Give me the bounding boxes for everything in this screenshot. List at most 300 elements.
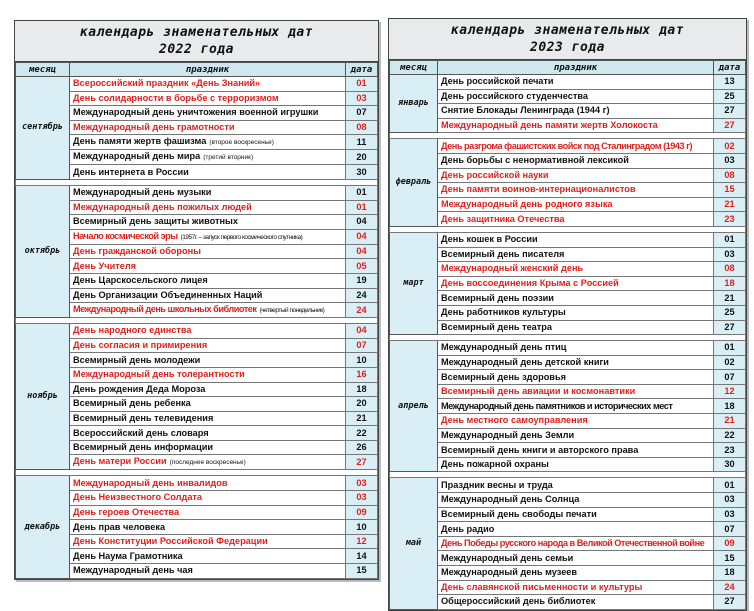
holiday-note: (последнее воскресенье): [169, 459, 246, 467]
holiday-row: [16, 440, 378, 455]
holiday-row: [390, 104, 746, 119]
holiday-name: [438, 291, 714, 306]
holiday-row: [16, 135, 378, 150]
holiday-date: 10: [346, 353, 378, 368]
holiday-row: [16, 215, 378, 230]
title-line2: 2023 года: [530, 40, 605, 55]
holiday-row: [390, 566, 746, 581]
holiday-name: [438, 232, 714, 247]
holiday-name: [438, 212, 714, 227]
holiday-date: 18: [714, 276, 746, 291]
holiday-name: [438, 341, 714, 356]
holiday-row: [16, 273, 378, 288]
holiday-row: [16, 397, 378, 412]
holiday-title: Всемирный день защиты животных: [73, 216, 239, 227]
holiday-date: 26: [346, 440, 378, 455]
holiday-row: [16, 165, 378, 180]
holiday-name: [70, 353, 346, 368]
holiday-title: Всемирный день писателя: [441, 248, 565, 259]
holiday-row: [390, 291, 746, 306]
holiday-title: День Учителя: [73, 260, 137, 271]
holiday-row: [390, 262, 746, 277]
holiday-title: День работников культуры: [441, 307, 566, 318]
holiday-title: Международный день чая: [73, 565, 193, 576]
holiday-title: Международный женский день: [441, 263, 584, 274]
holiday-row: [390, 232, 746, 247]
holiday-title: Начало космической эры: [73, 230, 178, 241]
holiday-title: День российского студенчества: [441, 90, 588, 101]
holiday-note: (третий вторник): [203, 154, 254, 162]
holiday-title: День российской науки: [441, 169, 549, 180]
holiday-title: Всемирный день свободы печати: [441, 508, 597, 519]
holiday-date: 22: [346, 426, 378, 441]
holiday-title: Всемирный день молодежи: [73, 354, 201, 365]
holiday-name: [438, 507, 714, 522]
holiday-row: [390, 595, 746, 610]
holiday-row: [390, 197, 746, 212]
holiday-row: [16, 491, 378, 506]
holiday-name: [70, 324, 346, 339]
holiday-title: День кошек в России: [441, 234, 538, 245]
holiday-name: [438, 399, 714, 414]
holiday-row: [390, 247, 746, 262]
holiday-title: День радио: [441, 523, 495, 534]
holiday-row: [390, 153, 746, 168]
holiday-date: 16: [346, 367, 378, 382]
holiday-date: 18: [714, 399, 746, 414]
holiday-name: [70, 491, 346, 506]
holiday-date: 27: [346, 455, 378, 470]
holiday-date: 21: [346, 411, 378, 426]
holiday-name: [438, 414, 714, 429]
holiday-title: День славянской письменности и культуры: [441, 581, 643, 592]
header-date: дата: [714, 61, 746, 75]
holiday-name: [70, 215, 346, 230]
holiday-name: [70, 106, 346, 121]
holiday-title: День разгрома фашистских войск под Сталинградом (1943 г): [441, 140, 693, 151]
holiday-date: 08: [346, 120, 378, 135]
month-label: декабрь: [16, 476, 70, 578]
holiday-name: [438, 580, 714, 595]
holiday-name: [438, 428, 714, 443]
holiday-date: 03: [346, 476, 378, 491]
holiday-date: 15: [346, 564, 378, 579]
holiday-name: [438, 443, 714, 458]
holiday-name: [70, 120, 346, 135]
calendar-2022-panel: [14, 20, 379, 580]
holiday-row: [16, 455, 378, 470]
holiday-row: [16, 564, 378, 579]
holiday-date: 24: [346, 303, 378, 318]
holiday-title: День Наума Грамотника: [73, 550, 183, 561]
holiday-row: [16, 426, 378, 441]
holiday-row: [390, 89, 746, 104]
holiday-row: [390, 139, 746, 154]
holiday-title: Всемирный день книги и авторского права: [441, 444, 639, 455]
holiday-date: 03: [714, 493, 746, 508]
holiday-row: [390, 75, 746, 90]
holiday-title: День Неизвестного Солдата: [73, 492, 203, 503]
holiday-row: [390, 507, 746, 522]
holiday-row: [16, 476, 378, 491]
holiday-date: 01: [346, 77, 378, 92]
holiday-row: [390, 370, 746, 385]
holiday-row: [16, 229, 378, 244]
holiday-name: [70, 440, 346, 455]
holiday-date: 25: [714, 305, 746, 320]
holiday-title: Международный день Земли: [441, 429, 575, 440]
holiday-name: [70, 426, 346, 441]
header-month: месяц: [16, 63, 70, 77]
holiday-date: 01: [714, 478, 746, 493]
holiday-title: Всемирный день информации: [73, 442, 214, 453]
holiday-date: 07: [714, 522, 746, 537]
holiday-row: [16, 106, 378, 121]
holiday-note: (второе воскресенье): [209, 139, 274, 147]
holiday-name: [70, 244, 346, 259]
holiday-title: День памяти жертв фашизма: [73, 136, 207, 147]
holiday-title: Международный день детской книги: [441, 356, 609, 367]
calendar-2023-body: [390, 75, 746, 610]
holiday-date: 03: [714, 507, 746, 522]
holiday-date: 23: [714, 212, 746, 227]
holiday-title: Международный день памятников и исторических мест: [441, 400, 673, 411]
holiday-name: [70, 259, 346, 274]
holiday-row: [16, 259, 378, 274]
holiday-title: Всемирный день авиации и космонавтики: [441, 386, 636, 397]
holiday-title: Международный день толерантности: [73, 369, 245, 380]
holiday-row: [390, 320, 746, 335]
holiday-row: [16, 353, 378, 368]
holiday-name: [70, 534, 346, 549]
holiday-row: [390, 414, 746, 429]
holiday-row: [16, 288, 378, 303]
holiday-name: [70, 505, 346, 520]
holiday-name: [70, 411, 346, 426]
holiday-date: 27: [714, 104, 746, 119]
holiday-row: [390, 183, 746, 198]
holiday-date: 10: [346, 520, 378, 535]
holiday-note: (четвертый понедельник): [259, 307, 325, 315]
holiday-title: День прав человека: [73, 521, 166, 532]
header-holiday: праздник: [70, 63, 346, 77]
holiday-row: [390, 276, 746, 291]
holiday-name: [438, 262, 714, 277]
holiday-date: 23: [714, 443, 746, 458]
holiday-row: [16, 150, 378, 165]
holiday-title: Всемирный день поэзии: [441, 292, 554, 303]
holiday-date: 20: [346, 397, 378, 412]
holiday-title: Международный день семьи: [441, 552, 574, 563]
holiday-date: 27: [714, 320, 746, 335]
holiday-row: [16, 244, 378, 259]
holiday-title: День Конституции Российской Федерации: [73, 536, 268, 547]
holiday-row: [390, 355, 746, 370]
holiday-title: Всемирный день здоровья: [441, 371, 566, 382]
holiday-name: [70, 200, 346, 215]
holiday-name: [70, 273, 346, 288]
holiday-name: [438, 153, 714, 168]
holiday-row: [16, 338, 378, 353]
holiday-date: 09: [714, 536, 746, 551]
holiday-row: [390, 118, 746, 133]
holiday-title: День пожарной охраны: [441, 459, 549, 470]
holiday-row: [390, 384, 746, 399]
holiday-date: 07: [346, 106, 378, 121]
holiday-name: [438, 320, 714, 335]
holiday-row: [16, 324, 378, 339]
holiday-name: [438, 305, 714, 320]
holiday-date: 04: [346, 324, 378, 339]
holiday-row: [390, 443, 746, 458]
holiday-name: [438, 168, 714, 183]
holiday-date: 11: [346, 135, 378, 150]
holiday-name: [70, 150, 346, 165]
title-line1: календарь знаменательных дат: [79, 25, 314, 40]
holiday-date: 18: [346, 382, 378, 397]
holiday-title: Международный день памяти жертв Холокоста: [441, 120, 658, 131]
holiday-row: [16, 77, 378, 92]
holiday-row: [16, 549, 378, 564]
holiday-row: [16, 185, 378, 200]
holiday-name: [438, 276, 714, 291]
holiday-name: [70, 135, 346, 150]
holiday-title: День Организации Объединенных Наций: [73, 289, 263, 300]
holiday-title: День солидарности в борьбе с терроризмом: [73, 92, 279, 103]
calendar-2023-title: [389, 19, 746, 60]
holiday-row: [390, 551, 746, 566]
holiday-title: День народного единства: [73, 325, 192, 336]
holiday-row: [16, 120, 378, 135]
holiday-date: 13: [714, 75, 746, 90]
holiday-name: [438, 118, 714, 133]
holiday-title: Всемирный день театра: [441, 321, 553, 332]
holiday-name: [438, 478, 714, 493]
holiday-name: [70, 338, 346, 353]
holiday-name: [438, 457, 714, 472]
holiday-title: Международный день инвалидов: [73, 477, 228, 488]
holiday-name: [438, 89, 714, 104]
holiday-date: 24: [346, 288, 378, 303]
holiday-date: 01: [714, 232, 746, 247]
holiday-date: 08: [714, 168, 746, 183]
month-label: ноябрь: [16, 324, 70, 470]
holiday-date: 21: [714, 291, 746, 306]
holiday-name: [438, 566, 714, 581]
holiday-row: [16, 411, 378, 426]
holiday-row: [390, 478, 746, 493]
holiday-title: Международный день музеев: [441, 567, 578, 578]
holiday-title: День Победы русского народа в Великой Отечественной войне: [441, 538, 705, 549]
holiday-title: День памяти воинов-интернационалистов: [441, 184, 636, 195]
header-date: дата: [346, 63, 378, 77]
holiday-row: [16, 303, 378, 318]
holiday-title: Международный день пожилых людей: [73, 201, 252, 212]
holiday-row: [390, 428, 746, 443]
calendar-2023-panel: [388, 18, 747, 611]
holiday-name: [70, 185, 346, 200]
holiday-date: 22: [714, 428, 746, 443]
holiday-name: [438, 595, 714, 610]
holiday-name: [438, 355, 714, 370]
holiday-title: День согласия и примирения: [73, 340, 208, 351]
holiday-name: [438, 75, 714, 90]
calendar-2022-table: [15, 62, 378, 579]
holiday-date: 21: [714, 414, 746, 429]
title-line1: календарь знаменательных дат: [450, 23, 685, 38]
holiday-row: [16, 367, 378, 382]
holiday-name: [438, 247, 714, 262]
month-label: январь: [390, 75, 438, 133]
holiday-name: [438, 384, 714, 399]
header-holiday: праздник: [438, 61, 714, 75]
holiday-title: Всероссийский праздник «День Знаний»: [73, 78, 261, 89]
holiday-date: 03: [714, 247, 746, 262]
holiday-row: [390, 522, 746, 537]
holiday-name: [70, 476, 346, 491]
holiday-row: [16, 200, 378, 215]
holiday-row: [390, 399, 746, 414]
holiday-title: Международный день родного языка: [441, 199, 613, 210]
holiday-date: 15: [714, 183, 746, 198]
holiday-title: Всероссийский день словаря: [73, 427, 209, 438]
holiday-row: [16, 382, 378, 397]
holiday-title: День защитника Отечества: [441, 213, 565, 224]
holiday-name: [438, 522, 714, 537]
holiday-row: [390, 536, 746, 551]
holiday-date: 18: [714, 566, 746, 581]
holiday-name: [70, 229, 346, 244]
holiday-title: День интернета в России: [73, 166, 189, 177]
holiday-title: Общероссийский день библиотек: [441, 596, 596, 607]
holiday-date: 30: [714, 457, 746, 472]
holiday-name: [70, 165, 346, 180]
holiday-row: [390, 305, 746, 320]
holiday-name: [70, 367, 346, 382]
holiday-title: Международный день музыки: [73, 187, 212, 198]
holiday-title: День Царскосельского лицея: [73, 275, 208, 286]
holiday-date: 12: [346, 534, 378, 549]
holiday-title: День героев Отечества: [73, 506, 180, 517]
holiday-date: 03: [714, 153, 746, 168]
calendar-2023-table: [389, 60, 746, 610]
holiday-date: 01: [714, 341, 746, 356]
holiday-name: [438, 370, 714, 385]
holiday-title: Всемирный день ребенка: [73, 398, 191, 409]
holiday-date: 12: [714, 384, 746, 399]
holiday-name: [70, 520, 346, 535]
holiday-name: [70, 91, 346, 106]
holiday-date: 30: [346, 165, 378, 180]
holiday-name: [70, 382, 346, 397]
holiday-date: 14: [346, 549, 378, 564]
holiday-title: День гражданской обороны: [73, 246, 201, 257]
holiday-date: 02: [714, 139, 746, 154]
holiday-row: [390, 341, 746, 356]
holiday-row: [16, 91, 378, 106]
holiday-date: 03: [346, 91, 378, 106]
holiday-title: Международный день школьных библиотек: [73, 304, 257, 315]
month-label: февраль: [390, 139, 438, 227]
holiday-row: [390, 212, 746, 227]
holiday-title: Снятие Блокады Ленинграда (1944 г): [441, 105, 610, 116]
month-label: апрель: [390, 341, 438, 472]
header-month: месяц: [390, 61, 438, 75]
holiday-title: Всемирный день телевидения: [73, 412, 214, 423]
holiday-date: 24: [714, 580, 746, 595]
month-label: сентябрь: [16, 77, 70, 180]
holiday-name: [70, 288, 346, 303]
holiday-date: 02: [714, 355, 746, 370]
calendar-2022-title: [15, 21, 378, 62]
holiday-title: Международный день Солнца: [441, 494, 580, 505]
holiday-date: 04: [346, 229, 378, 244]
holiday-title: Международный день мира: [73, 151, 201, 162]
calendar-2022-body: [16, 77, 378, 579]
holiday-name: [70, 397, 346, 412]
month-label: май: [390, 478, 438, 609]
holiday-date: 27: [714, 118, 746, 133]
holiday-name: [70, 77, 346, 92]
holiday-date: 01: [346, 200, 378, 215]
holiday-title: День рождения Деда Мороза: [73, 383, 206, 394]
holiday-row: [390, 457, 746, 472]
holiday-name: [70, 455, 346, 470]
holiday-name: [438, 139, 714, 154]
holiday-row: [390, 168, 746, 183]
holiday-row: [16, 534, 378, 549]
holiday-title: День местного самоуправления: [441, 415, 588, 426]
holiday-name: [438, 183, 714, 198]
holiday-name: [438, 551, 714, 566]
holiday-note: (1957г. – запуск первого космического спутника): [180, 233, 303, 241]
holiday-title: Международный день грамотности: [73, 122, 235, 133]
holiday-name: [438, 493, 714, 508]
holiday-name: [438, 197, 714, 212]
holiday-name: [70, 549, 346, 564]
holiday-row: [16, 505, 378, 520]
holiday-date: 01: [346, 185, 378, 200]
holiday-title: День российской печати: [441, 76, 554, 87]
holiday-title: День воссоединения Крыма с Россией: [441, 278, 619, 289]
holiday-title: Праздник весны и труда: [441, 479, 553, 490]
holiday-date: 19: [346, 273, 378, 288]
holiday-title: День матери России: [73, 456, 167, 467]
title-line2: 2022 года: [159, 42, 234, 57]
month-label: октябрь: [16, 185, 70, 317]
holiday-date: 07: [346, 338, 378, 353]
holiday-title: День борьбы с ненормативной лексикой: [441, 155, 629, 166]
holiday-date: 04: [346, 215, 378, 230]
holiday-date: 05: [346, 259, 378, 274]
holiday-date: 09: [346, 505, 378, 520]
holiday-date: 15: [714, 551, 746, 566]
holiday-row: [390, 493, 746, 508]
holiday-name: [438, 104, 714, 119]
holiday-title: Международный день птиц: [441, 342, 567, 353]
holiday-name: [438, 536, 714, 551]
holiday-date: 03: [346, 491, 378, 506]
holiday-title: Международный день уничтожения военной игрушки: [73, 107, 319, 118]
holiday-date: 04: [346, 244, 378, 259]
holiday-name: [70, 303, 346, 318]
holiday-date: 08: [714, 262, 746, 277]
holiday-date: 25: [714, 89, 746, 104]
holiday-row: [16, 520, 378, 535]
holiday-row: [390, 580, 746, 595]
holiday-date: 20: [346, 150, 378, 165]
holiday-date: 27: [714, 595, 746, 610]
